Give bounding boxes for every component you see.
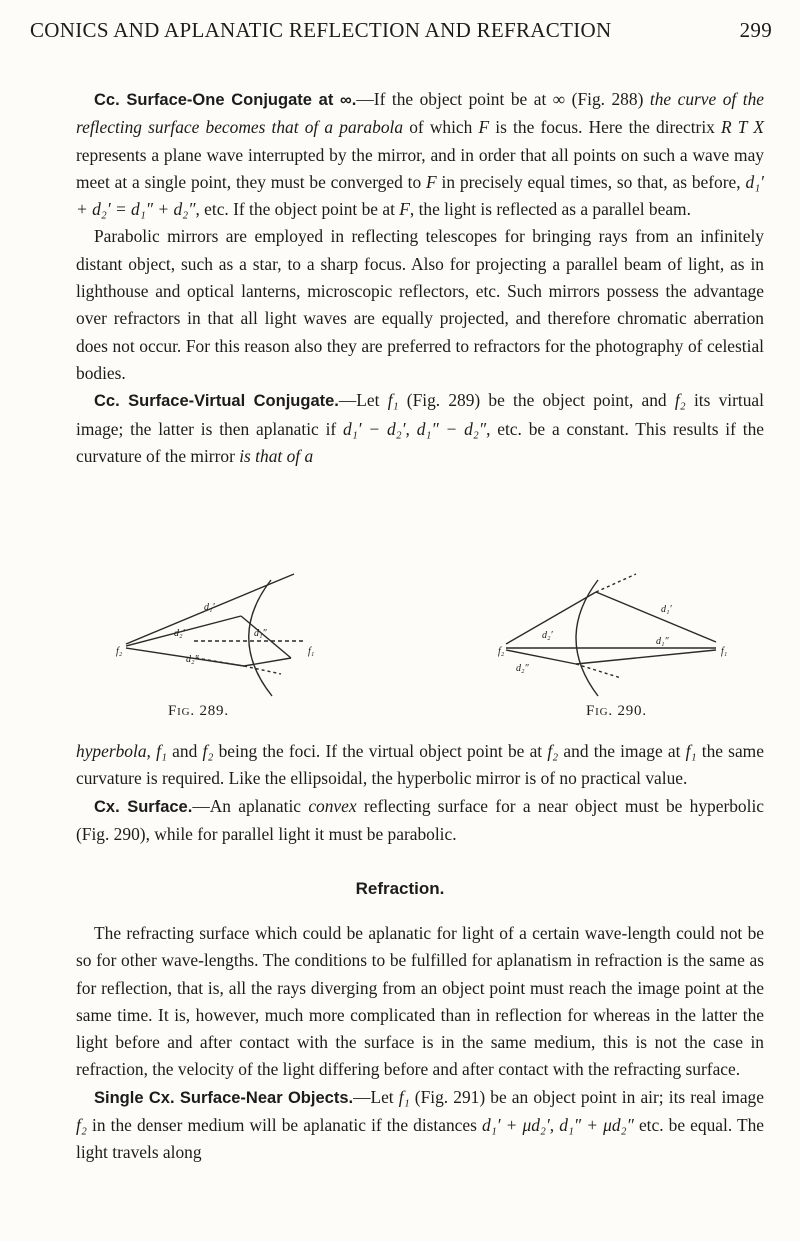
label-d1-double-prime: d₁″: [656, 636, 669, 647]
paragraph-virtual-conjugate: Cc. Surface-Virtual Conjugate.—Let f₁ (Fig. 289) be the object point, and f₂ its virtual image; the latter is then aplanatic if d₁′ − d₂′, d₁″ − d₂″, etc. be a constant. This results if the curvature of the mirror is that of a: [76, 390, 764, 466]
ray-line: [244, 658, 291, 666]
figure-289-lines: [126, 574, 306, 696]
label-f2: f₂: [498, 646, 505, 657]
running-head: [30, 18, 772, 48]
ray-line-dashed: [596, 574, 636, 592]
text-block-lower: [76, 920, 764, 1167]
label-f1: f₁: [308, 646, 315, 657]
label-d1-prime: d₁′: [204, 602, 215, 613]
label-f2: f₂: [116, 646, 123, 657]
figure-289-diagram: [76, 566, 764, 701]
running-head-title: CONICS AND APLANATIC REFLECTION AND REFRACTION: [30, 18, 612, 42]
ray-line: [506, 650, 576, 664]
paragraph-parabola: Cc. Surface-One Conjugate at ∞.—If the object point be at ∞ (Fig. 288) the curve of the reflecting surface becomes that of a parabola of which F is the focus. Here the directrix R T X represents a plane wave interrupted by the mirror, and in order that all points on such a wave may meet at a single point, they must be converged to F in precisely equal times, so that, as before, d₁′ + d₂′ = d₁″ + d₂″, etc. If the object point be at F, the light is reflected as a parallel beam.: [76, 89, 764, 220]
paragraph-refraction: The refracting surface which could be aplanatic for light of a certain wave-length could not be so for other wave-lengths. The conditions to be fulfilled for aplanatism in refraction is the same as for reflection, that is, all the rays diverging from an object point must reach the image point at the same time. It is, however, much more complicated than in reflection for whereas in the latter the light before and after contact with the surface is in the same medium, this is not the case in refraction, the velocity of the light differing before and after contact with the refracting surface.: [76, 923, 764, 1080]
ray-line-dashed: [244, 666, 281, 674]
label-d2-double-prime: d₂″: [186, 654, 199, 665]
figures-row: [76, 566, 764, 726]
paragraph-parabolic-mirrors: Parabolic mirrors are employed in reflecting telescopes for bringing rays from an infinitely distant object, such as a star, to a sharp focus. Also for projecting a parallel beam of light, as in lighthouse and optical lanterns, microscopic reflectors, etc. Such mirrors possess the advantage over refractors in that all light waves are equally projected, and therefore chromatic aberration does not occur. For this reason also they are preferred to refractors for the photography of celestial bodies.: [76, 226, 764, 383]
paragraph-hyperbola: hyperbola, f₁ and f₂ being the foci. If the virtual object point be at f₂ and the image at f₁ the same curvature is required. Like the ellipsoidal, the hyperbolic mirror is of no practical value.: [76, 741, 764, 789]
figure-290-lines: [506, 574, 716, 696]
label-d1-prime: d₁′: [661, 604, 672, 615]
ray-line: [596, 592, 716, 642]
label-d2-prime: d₂′: [542, 630, 553, 641]
text-block-upper: [76, 86, 764, 470]
label-d2-prime: d₂′: [174, 628, 185, 639]
paragraph-label: Single Cx. Surface-Near Objects.: [94, 1088, 354, 1107]
paragraph-single-convex: Single Cx. Surface-Near Objects.—Let f₁ (Fig. 291) be an object point in air; its real image f₂ in the denser medium will be aplanatic if the distances d₁′ + μd₂′, d₁″ + μd₂″ etc. be equal. The light travels along: [76, 1086, 764, 1163]
paragraph-convex-surface: Cx. Surface.—An aplanatic convex reflecting surface for a near object must be hyperbolic (Fig. 290), while for parallel light it must be parabolic.: [76, 795, 765, 844]
figure-289-caption: Fig. 289.: [168, 703, 229, 719]
text-block-middle: [76, 738, 764, 848]
paragraph-label: Cx. Surface.: [94, 797, 193, 816]
label-d2-double-prime: d₂″: [516, 663, 529, 674]
section-heading-refraction: Refraction.: [355, 879, 445, 898]
label-d1-double-prime: d₁″: [254, 628, 267, 639]
page-number: 299: [739, 18, 772, 42]
label-f1: f₁: [721, 646, 728, 657]
paragraph-label: Cc. Surface-One Conjugate at ∞.: [94, 91, 357, 109]
ray-line: [576, 650, 716, 664]
paragraph-label: Cc. Surface-Virtual Conjugate.: [94, 392, 339, 411]
figure-290-caption: Fig. 290.: [586, 703, 647, 719]
